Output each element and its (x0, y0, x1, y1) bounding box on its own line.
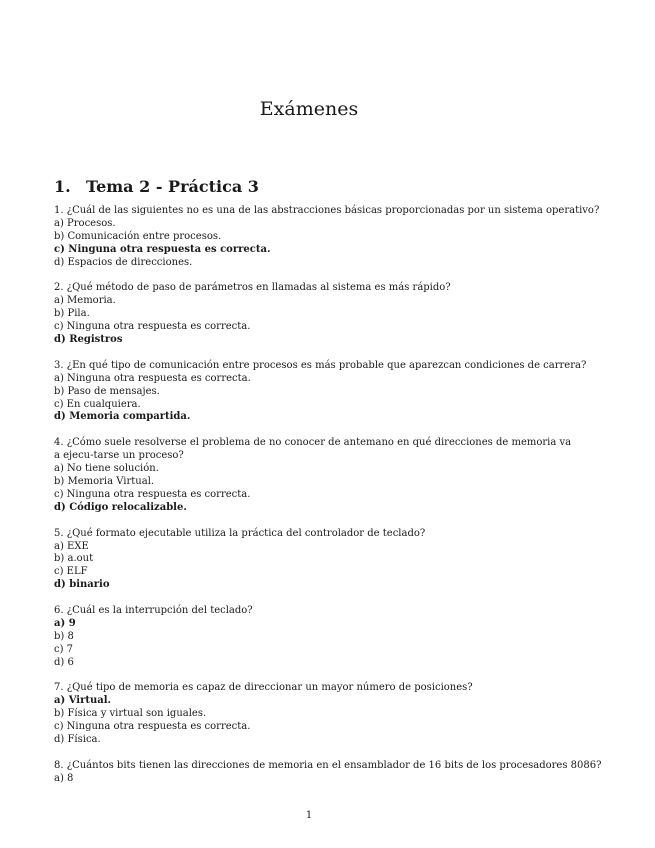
answer-option-d: d) Memoria compartida. (54, 411, 191, 423)
question-text: 3. ¿En qué tipo de comunicación entre procesos es más probable que aparezcan condiciones de carrera? (54, 359, 587, 371)
question-text: 2. ¿Qué método de paso de parámetros en llamadas al sistema es más rápido? (54, 282, 451, 294)
answer-option-d: d) Física. (54, 734, 101, 746)
answer-option-a: a) Ninguna otra respuesta es correcta. (54, 372, 251, 384)
answer-option-b: b) a.out (54, 553, 94, 565)
page-number: 1 (305, 810, 313, 821)
question-4 (54, 437, 574, 514)
section-number: 1. (54, 177, 71, 196)
answer-option-c: c) Ninguna otra respuesta es correcta. (54, 243, 271, 255)
answer-option-c: c) Ninguna otra respuesta es correcta. (54, 721, 251, 733)
document-title: Exámenes (259, 98, 359, 120)
question-text: 8. ¿Cuántos bits tienen las direcciones de memoria en el ensamblador de 16 bits de los procesadores 8086? (54, 759, 602, 771)
answer-option-b: b) Física y virtual son iguales. (54, 708, 207, 720)
answer-option-a: a) No tiene solución. (54, 463, 159, 475)
question-8 (54, 759, 602, 786)
answer-option-b: b) Comunicación entre procesos. (54, 230, 222, 242)
question-text: 7. ¿Qué tipo de memoria es capaz de direccionar un mayor número de posiciones? (54, 682, 473, 694)
answer-option-b: b) Paso de mensajes. (54, 385, 160, 397)
answer-option-a: a) Memoria. (54, 295, 116, 307)
answer-option-c: c) Ninguna otra respuesta es correcta. (54, 321, 251, 333)
section-heading (54, 177, 259, 196)
answer-option-d: d) Registros (54, 334, 123, 346)
answer-option-a: a) EXE (54, 540, 89, 552)
answer-option-a: a) 9 (54, 617, 76, 629)
question-text: 6. ¿Cuál es la interrupción del teclado? (54, 605, 253, 617)
section-title: Tema 2 - Práctica 3 (86, 177, 259, 196)
answer-option-c: c) Ninguna otra respuesta es correcta. (54, 488, 251, 500)
question-list (54, 205, 602, 799)
answer-option-a: a) Procesos. (54, 217, 116, 229)
answer-option-d: d) binario (54, 579, 110, 591)
answer-option-b: b) Memoria Virtual. (54, 475, 155, 487)
question-text: 1. ¿Cuál de las siguientes no es una de las abstracciones básicas proporcionadas por un sistema operativo? (54, 205, 600, 216)
question-7 (54, 682, 574, 747)
question-5 (54, 528, 574, 593)
question-1 (54, 205, 600, 270)
answer-option-c: c) 7 (54, 643, 74, 655)
answer-option-b: b) Pila. (54, 308, 90, 320)
answer-option-d: d) Código relocalizable. (54, 501, 187, 513)
question-text: 4. ¿Cómo suele resolverse el problema de no conocer de antemano en qué direcciones de memoria va a ejecu-tarse un proceso? (54, 437, 572, 462)
question-2 (54, 282, 574, 347)
answer-option-b: b) 8 (54, 630, 74, 642)
answer-option-c: c) En cualquiera. (54, 398, 141, 410)
answer-option-d: d) 6 (54, 656, 74, 668)
question-3 (54, 359, 587, 425)
question-6 (54, 605, 574, 670)
answer-option-a: a) 8 (54, 772, 74, 784)
answer-option-c: c) ELF (54, 566, 88, 578)
answer-option-d: d) Espacios de direcciones. (54, 256, 193, 268)
answer-option-a: a) Virtual. (54, 695, 111, 707)
question-text: 5. ¿Qué formato ejecutable utiliza la práctica del controlador de teclado? (54, 527, 426, 539)
